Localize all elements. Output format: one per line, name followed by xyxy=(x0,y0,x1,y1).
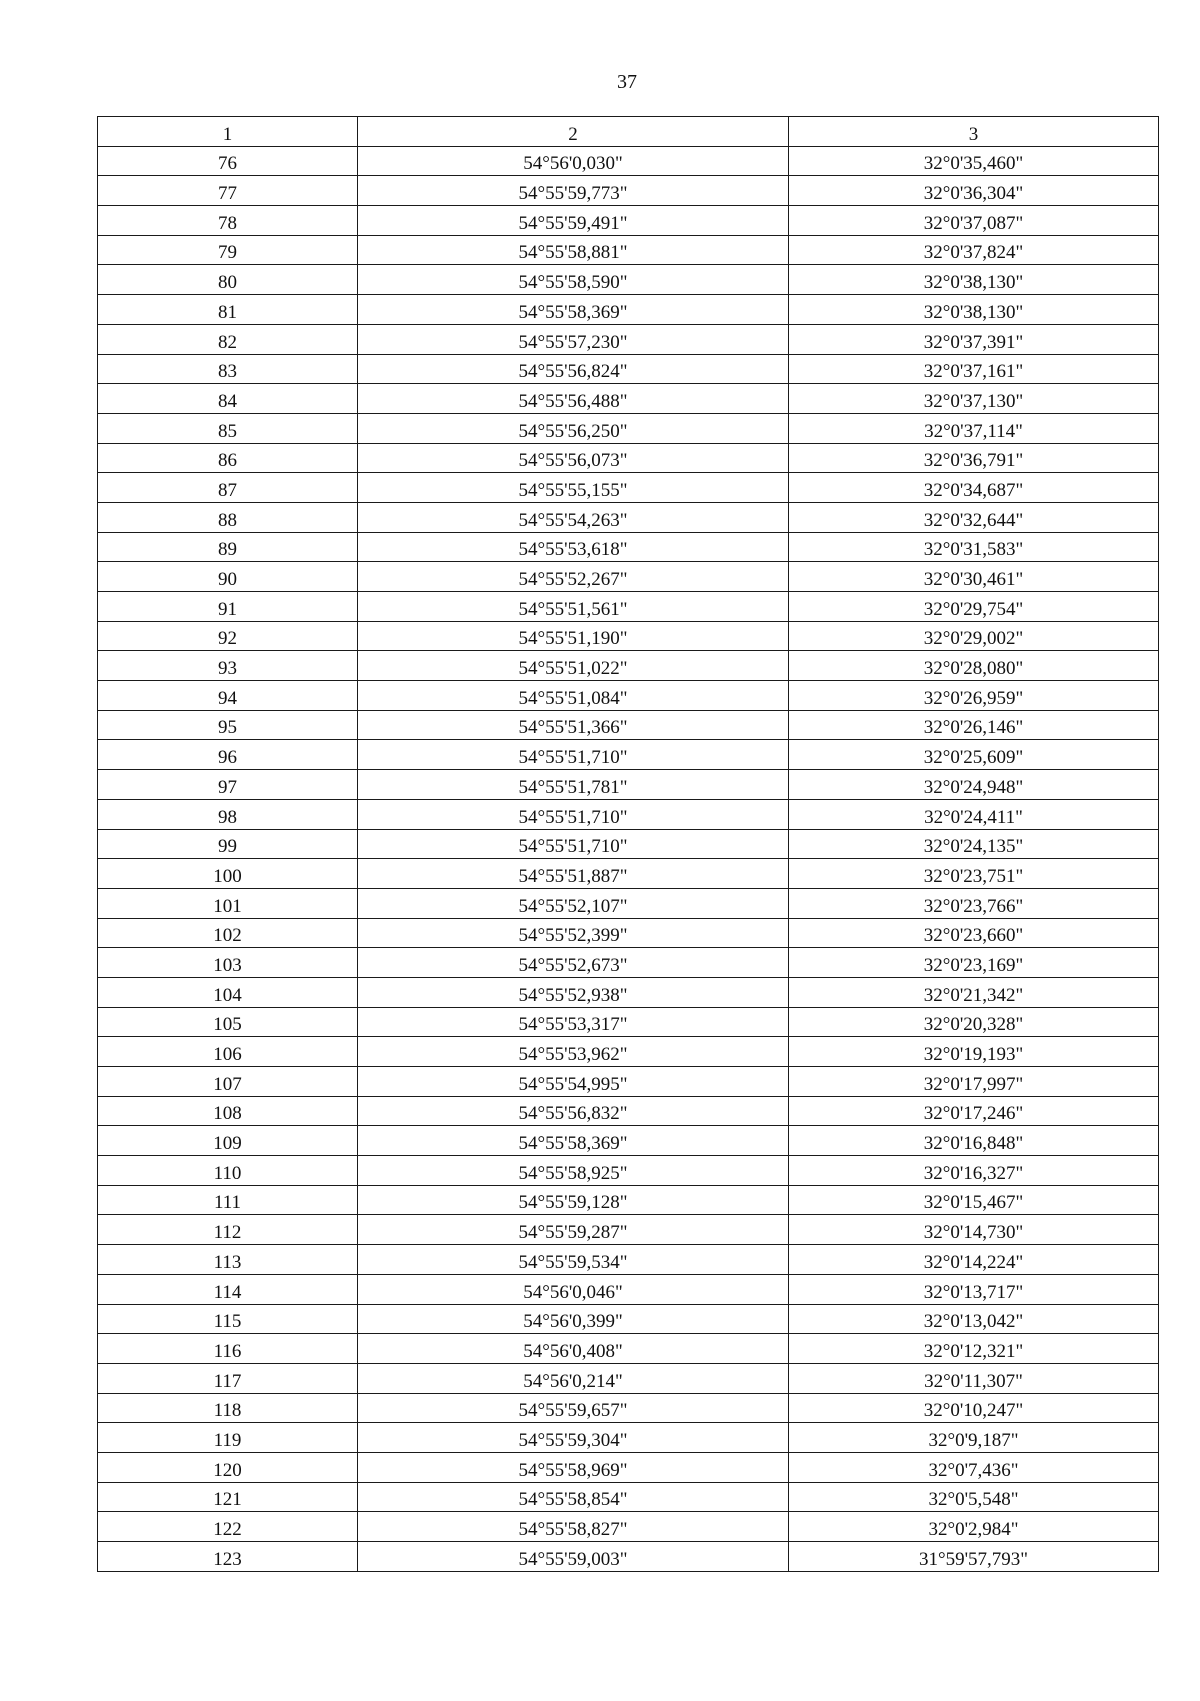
latitude-cell: 54°55'53,618" xyxy=(358,532,789,562)
table-row xyxy=(98,1096,1159,1126)
point-number-cell: 116 xyxy=(98,1334,358,1364)
latitude-cell: 54°55'59,304" xyxy=(358,1423,789,1453)
latitude-cell: 54°55'59,003" xyxy=(358,1542,789,1572)
point-number-cell: 105 xyxy=(98,1007,358,1037)
table-row xyxy=(98,621,1159,651)
latitude-cell: 54°55'56,824" xyxy=(358,354,789,384)
table-row xyxy=(98,324,1159,354)
latitude-cell: 54°56'0,399" xyxy=(358,1304,789,1334)
longitude-cell: 32°0'30,461" xyxy=(789,562,1159,592)
longitude-cell: 32°0'24,948" xyxy=(789,770,1159,800)
point-number-cell: 99 xyxy=(98,829,358,859)
table-row xyxy=(98,146,1159,176)
point-number-cell: 106 xyxy=(98,1037,358,1067)
latitude-cell: 54°56'0,030" xyxy=(358,146,789,176)
longitude-cell: 32°0'37,114" xyxy=(789,413,1159,443)
point-number-cell: 118 xyxy=(98,1393,358,1423)
table-row xyxy=(98,295,1159,325)
point-number-cell: 100 xyxy=(98,859,358,889)
point-number-cell: 88 xyxy=(98,502,358,532)
table-row xyxy=(98,681,1159,711)
longitude-cell: 32°0'29,002" xyxy=(789,621,1159,651)
longitude-cell: 32°0'7,436" xyxy=(789,1452,1159,1482)
longitude-cell: 32°0'11,307" xyxy=(789,1363,1159,1393)
point-number-cell: 123 xyxy=(98,1542,358,1572)
longitude-cell: 32°0'17,246" xyxy=(789,1096,1159,1126)
coordinates-table xyxy=(97,116,1159,1572)
latitude-cell: 54°55'58,969" xyxy=(358,1452,789,1482)
point-number-cell: 97 xyxy=(98,770,358,800)
longitude-cell: 32°0'37,161" xyxy=(789,354,1159,384)
longitude-cell: 32°0'24,135" xyxy=(789,829,1159,859)
longitude-cell: 32°0'36,304" xyxy=(789,176,1159,206)
longitude-cell: 32°0'23,751" xyxy=(789,859,1159,889)
longitude-cell: 32°0'13,042" xyxy=(789,1304,1159,1334)
table-row xyxy=(98,1452,1159,1482)
longitude-cell: 32°0'28,080" xyxy=(789,651,1159,681)
longitude-cell: 32°0'38,130" xyxy=(789,265,1159,295)
point-number-cell: 89 xyxy=(98,532,358,562)
point-number-cell: 114 xyxy=(98,1274,358,1304)
table-row xyxy=(98,977,1159,1007)
point-number-cell: 85 xyxy=(98,413,358,443)
latitude-cell: 54°55'51,084" xyxy=(358,681,789,711)
latitude-cell: 54°55'51,781" xyxy=(358,770,789,800)
latitude-cell: 54°55'59,491" xyxy=(358,206,789,236)
table-row xyxy=(98,1363,1159,1393)
table-row xyxy=(98,502,1159,532)
latitude-cell: 54°55'51,887" xyxy=(358,859,789,889)
table-row xyxy=(98,651,1159,681)
latitude-cell: 54°55'51,710" xyxy=(358,799,789,829)
table-row xyxy=(98,1185,1159,1215)
latitude-cell: 54°55'51,022" xyxy=(358,651,789,681)
point-number-cell: 104 xyxy=(98,977,358,1007)
longitude-cell: 32°0'36,791" xyxy=(789,443,1159,473)
point-number-cell: 92 xyxy=(98,621,358,651)
longitude-cell: 32°0'26,146" xyxy=(789,710,1159,740)
latitude-cell: 54°55'51,561" xyxy=(358,592,789,622)
table-row xyxy=(98,1512,1159,1542)
table-row xyxy=(98,1482,1159,1512)
point-number-cell: 94 xyxy=(98,681,358,711)
table-row xyxy=(98,859,1159,889)
table-row xyxy=(98,710,1159,740)
point-number-cell: 90 xyxy=(98,562,358,592)
point-number-cell: 120 xyxy=(98,1452,358,1482)
point-number-cell: 81 xyxy=(98,295,358,325)
latitude-cell: 54°55'58,854" xyxy=(358,1482,789,1512)
latitude-cell: 54°55'51,190" xyxy=(358,621,789,651)
point-number-cell: 107 xyxy=(98,1067,358,1097)
latitude-cell: 54°55'56,832" xyxy=(358,1096,789,1126)
table-row xyxy=(98,1245,1159,1275)
table-row xyxy=(98,413,1159,443)
longitude-cell: 32°0'19,193" xyxy=(789,1037,1159,1067)
latitude-cell: 54°55'59,657" xyxy=(358,1393,789,1423)
longitude-cell: 32°0'37,130" xyxy=(789,384,1159,414)
latitude-cell: 54°55'53,962" xyxy=(358,1037,789,1067)
longitude-cell: 32°0'15,467" xyxy=(789,1185,1159,1215)
point-number-cell: 77 xyxy=(98,176,358,206)
point-number-cell: 86 xyxy=(98,443,358,473)
longitude-cell: 31°59'57,793" xyxy=(789,1542,1159,1572)
table-row xyxy=(98,740,1159,770)
longitude-cell: 32°0'5,548" xyxy=(789,1482,1159,1512)
longitude-cell: 32°0'37,087" xyxy=(789,206,1159,236)
point-number-cell: 91 xyxy=(98,592,358,622)
longitude-cell: 32°0'20,328" xyxy=(789,1007,1159,1037)
table-row xyxy=(98,799,1159,829)
longitude-cell: 32°0'23,766" xyxy=(789,888,1159,918)
latitude-cell: 54°55'57,230" xyxy=(358,324,789,354)
table-row xyxy=(98,948,1159,978)
table-row xyxy=(98,354,1159,384)
table-row xyxy=(98,265,1159,295)
point-number-cell: 78 xyxy=(98,206,358,236)
table-row xyxy=(98,1274,1159,1304)
point-number-cell: 110 xyxy=(98,1156,358,1186)
point-number-cell: 80 xyxy=(98,265,358,295)
latitude-cell: 54°55'58,590" xyxy=(358,265,789,295)
table-body xyxy=(98,146,1159,1571)
latitude-cell: 54°55'54,263" xyxy=(358,502,789,532)
latitude-cell: 54°56'0,214" xyxy=(358,1363,789,1393)
longitude-cell: 32°0'14,730" xyxy=(789,1215,1159,1245)
longitude-cell: 32°0'25,609" xyxy=(789,740,1159,770)
page-number: 37 xyxy=(617,71,637,93)
point-number-cell: 98 xyxy=(98,799,358,829)
longitude-cell: 32°0'16,327" xyxy=(789,1156,1159,1186)
point-number-cell: 121 xyxy=(98,1482,358,1512)
latitude-cell: 54°55'58,369" xyxy=(358,1126,789,1156)
point-number-cell: 102 xyxy=(98,918,358,948)
latitude-cell: 54°55'59,287" xyxy=(358,1215,789,1245)
latitude-cell: 54°55'58,925" xyxy=(358,1156,789,1186)
table-row xyxy=(98,888,1159,918)
table-row xyxy=(98,1542,1159,1572)
point-number-cell: 93 xyxy=(98,651,358,681)
table-row xyxy=(98,443,1159,473)
longitude-cell: 32°0'13,717" xyxy=(789,1274,1159,1304)
longitude-cell: 32°0'23,660" xyxy=(789,918,1159,948)
latitude-cell: 54°55'56,488" xyxy=(358,384,789,414)
table-row xyxy=(98,1126,1159,1156)
point-number-cell: 109 xyxy=(98,1126,358,1156)
table-row xyxy=(98,1215,1159,1245)
latitude-cell: 54°55'51,710" xyxy=(358,740,789,770)
table-row xyxy=(98,1304,1159,1334)
longitude-cell: 32°0'32,644" xyxy=(789,502,1159,532)
longitude-cell: 32°0'34,687" xyxy=(789,473,1159,503)
point-number-cell: 83 xyxy=(98,354,358,384)
point-number-cell: 101 xyxy=(98,888,358,918)
table-row xyxy=(98,1067,1159,1097)
latitude-cell: 54°55'52,673" xyxy=(358,948,789,978)
table-row xyxy=(98,235,1159,265)
latitude-cell: 54°55'59,534" xyxy=(358,1245,789,1275)
latitude-cell: 54°55'55,155" xyxy=(358,473,789,503)
point-number-cell: 82 xyxy=(98,324,358,354)
longitude-cell: 32°0'35,460" xyxy=(789,146,1159,176)
latitude-cell: 54°55'52,267" xyxy=(358,562,789,592)
longitude-cell: 32°0'2,984" xyxy=(789,1512,1159,1542)
longitude-cell: 32°0'24,411" xyxy=(789,799,1159,829)
latitude-cell: 54°55'59,128" xyxy=(358,1185,789,1215)
longitude-cell: 32°0'9,187" xyxy=(789,1423,1159,1453)
latitude-cell: 54°55'58,827" xyxy=(358,1512,789,1542)
longitude-cell: 32°0'14,224" xyxy=(789,1245,1159,1275)
latitude-cell: 54°55'52,938" xyxy=(358,977,789,1007)
longitude-cell: 32°0'23,169" xyxy=(789,948,1159,978)
point-number-cell: 95 xyxy=(98,710,358,740)
table-row xyxy=(98,1334,1159,1364)
table-row xyxy=(98,384,1159,414)
latitude-cell: 54°55'58,369" xyxy=(358,295,789,325)
longitude-cell: 32°0'17,997" xyxy=(789,1067,1159,1097)
longitude-cell: 32°0'26,959" xyxy=(789,681,1159,711)
longitude-cell: 32°0'37,391" xyxy=(789,324,1159,354)
point-number-cell: 87 xyxy=(98,473,358,503)
table-row xyxy=(98,1156,1159,1186)
table-row xyxy=(98,562,1159,592)
point-number-cell: 122 xyxy=(98,1512,358,1542)
column-header-1: 1 xyxy=(98,117,358,147)
latitude-cell: 54°55'51,366" xyxy=(358,710,789,740)
latitude-cell: 54°55'56,073" xyxy=(358,443,789,473)
point-number-cell: 84 xyxy=(98,384,358,414)
longitude-cell: 32°0'12,321" xyxy=(789,1334,1159,1364)
table-row xyxy=(98,829,1159,859)
longitude-cell: 32°0'16,848" xyxy=(789,1126,1159,1156)
table-row xyxy=(98,176,1159,206)
point-number-cell: 117 xyxy=(98,1363,358,1393)
point-number-cell: 111 xyxy=(98,1185,358,1215)
table-row xyxy=(98,770,1159,800)
longitude-cell: 32°0'38,130" xyxy=(789,295,1159,325)
table-row xyxy=(98,1423,1159,1453)
table-row xyxy=(98,206,1159,236)
point-number-cell: 113 xyxy=(98,1245,358,1275)
latitude-cell: 54°55'52,107" xyxy=(358,888,789,918)
point-number-cell: 119 xyxy=(98,1423,358,1453)
latitude-cell: 54°55'56,250" xyxy=(358,413,789,443)
column-header-2: 2 xyxy=(358,117,789,147)
table-row xyxy=(98,532,1159,562)
longitude-cell: 32°0'10,247" xyxy=(789,1393,1159,1423)
latitude-cell: 54°55'58,881" xyxy=(358,235,789,265)
table-row xyxy=(98,918,1159,948)
table-row xyxy=(98,592,1159,622)
latitude-cell: 54°55'59,773" xyxy=(358,176,789,206)
table-row xyxy=(98,473,1159,503)
point-number-cell: 96 xyxy=(98,740,358,770)
latitude-cell: 54°55'52,399" xyxy=(358,918,789,948)
point-number-cell: 115 xyxy=(98,1304,358,1334)
point-number-cell: 112 xyxy=(98,1215,358,1245)
table-row xyxy=(98,1393,1159,1423)
table-header-row xyxy=(98,117,1159,147)
latitude-cell: 54°55'53,317" xyxy=(358,1007,789,1037)
table-row xyxy=(98,1037,1159,1067)
point-number-cell: 103 xyxy=(98,948,358,978)
column-header-3: 3 xyxy=(789,117,1159,147)
latitude-cell: 54°55'51,710" xyxy=(358,829,789,859)
latitude-cell: 54°55'54,995" xyxy=(358,1067,789,1097)
longitude-cell: 32°0'29,754" xyxy=(789,592,1159,622)
point-number-cell: 76 xyxy=(98,146,358,176)
longitude-cell: 32°0'21,342" xyxy=(789,977,1159,1007)
point-number-cell: 108 xyxy=(98,1096,358,1126)
longitude-cell: 32°0'37,824" xyxy=(789,235,1159,265)
latitude-cell: 54°56'0,408" xyxy=(358,1334,789,1364)
longitude-cell: 32°0'31,583" xyxy=(789,532,1159,562)
point-number-cell: 79 xyxy=(98,235,358,265)
table-row xyxy=(98,1007,1159,1037)
latitude-cell: 54°56'0,046" xyxy=(358,1274,789,1304)
